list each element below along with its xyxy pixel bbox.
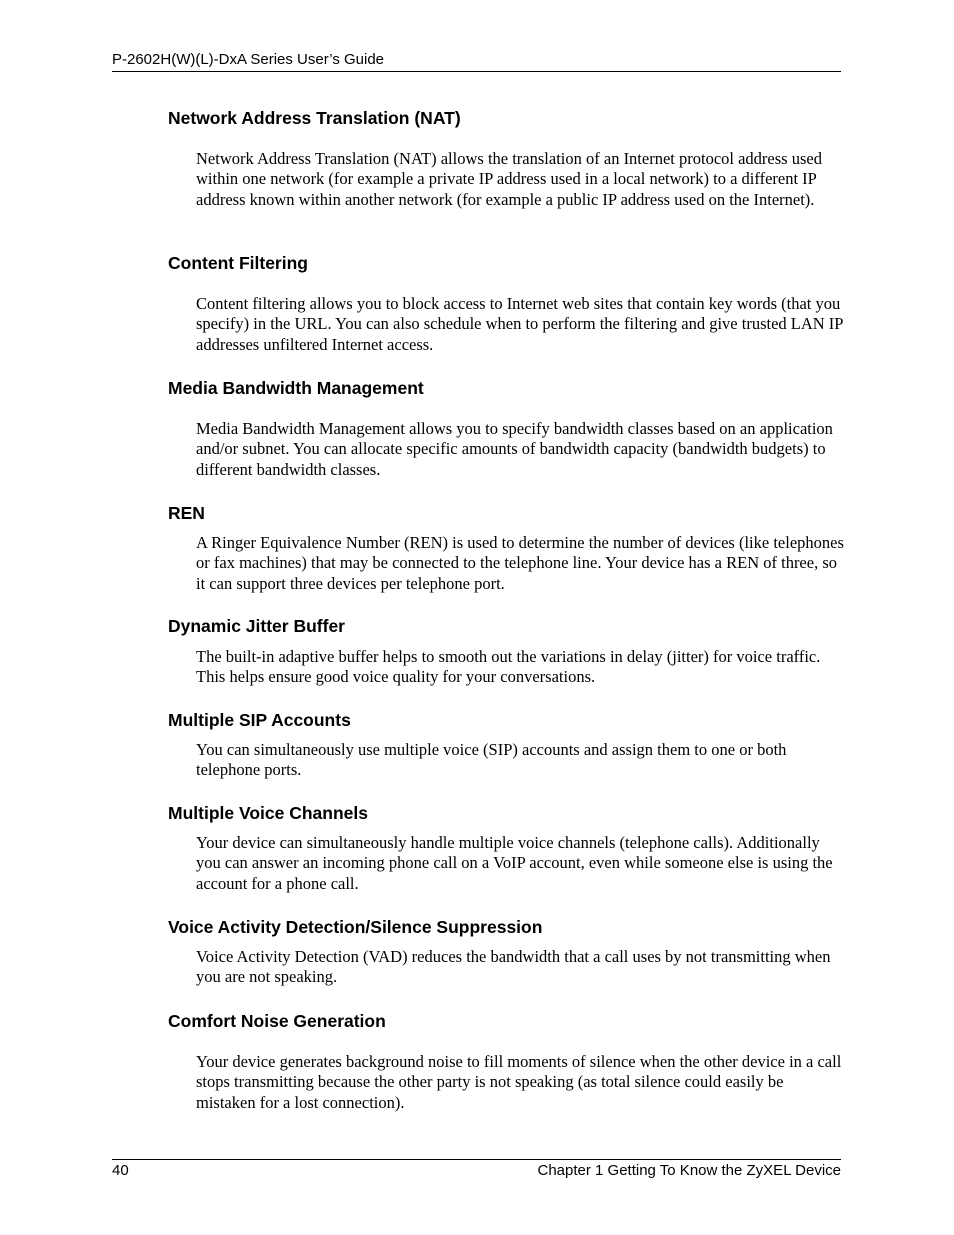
running-header-title: P-2602H(W)(L)-DxA Series User’s Guide bbox=[112, 51, 385, 68]
section-body: The built-in adaptive buffer helps to smooth out the variations in delay (jitter) for voice traffic. This helps ensure good voice quality for your conversations. bbox=[196, 647, 821, 687]
section-heading: Dynamic Jitter Buffer bbox=[168, 616, 345, 636]
footer-divider bbox=[112, 1159, 841, 1160]
section-heading: REN bbox=[168, 503, 205, 523]
section-body: Your device can simultaneously handle multiple voice channels (telephone calls). Additionally you can answer an incoming phone call on a VoIP account, even while someone else is using the account for a phone call. bbox=[196, 833, 833, 893]
section-heading: Content Filtering bbox=[168, 253, 308, 273]
section-body: Content filtering allows you to block access to Internet web sites that contain key words (that you specify) in the URL. You can also schedule when to perform the filtering and give trusted LAN IP addresses unfiltered Internet access. bbox=[196, 294, 843, 354]
section-heading: Multiple SIP Accounts bbox=[168, 710, 351, 730]
section-heading: Comfort Noise Generation bbox=[168, 1011, 386, 1031]
page-number: 40 bbox=[112, 1162, 129, 1179]
running-footer-chapter: Chapter 1 Getting To Know the ZyXEL Device bbox=[537, 1162, 841, 1179]
section-body: Voice Activity Detection (VAD) reduces the bandwidth that a call uses by not transmitting when you are not speaking. bbox=[196, 947, 831, 987]
section-heading: Media Bandwidth Management bbox=[168, 378, 424, 398]
section-body: A Ringer Equivalence Number (REN) is used to determine the number of devices (like telephones or fax machines) that may be connected to the telephone line. Your device has a REN of three, so it can support three devices per telephone port. bbox=[196, 533, 844, 593]
section-body: You can simultaneously use multiple voice (SIP) accounts and assign them to one or both telephone ports. bbox=[196, 740, 787, 780]
section-body: Media Bandwidth Management allows you to specify bandwidth classes based on an application and/or subnet. You can allocate specific amounts of bandwidth capacity (bandwidth budgets) to different bandwidth classes. bbox=[196, 419, 833, 479]
header-divider bbox=[112, 71, 841, 72]
section-body: Network Address Translation (NAT) allows the translation of an Internet protocol address used within one network (for example a private IP address used in a local network) to a different IP address known within another network (for example a public IP address used on the Internet). bbox=[196, 149, 822, 209]
section-heading: Network Address Translation (NAT) bbox=[168, 108, 461, 128]
section-heading: Voice Activity Detection/Silence Suppression bbox=[168, 917, 543, 937]
section-heading: Multiple Voice Channels bbox=[168, 803, 368, 823]
section-body: Your device generates background noise to fill moments of silence when the other device in a call stops transmitting because the other party is not speaking (as total silence could easily be mistaken for a lost connection). bbox=[196, 1052, 842, 1112]
